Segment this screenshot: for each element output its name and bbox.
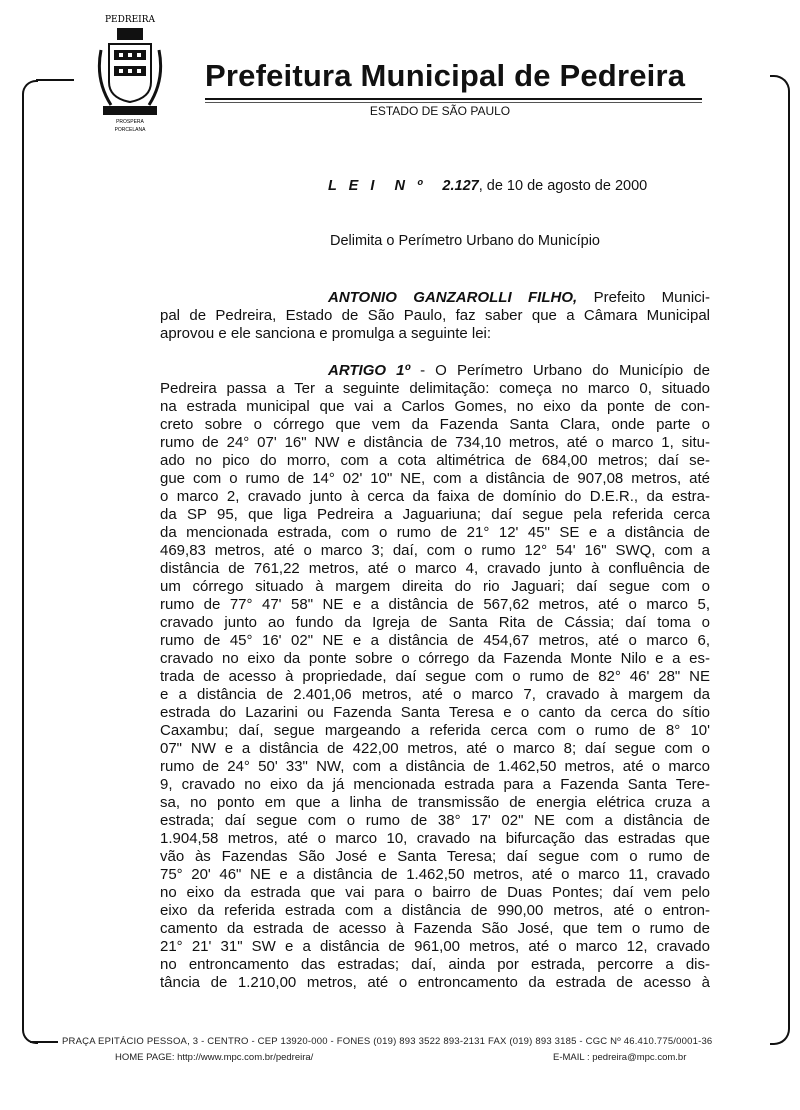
text-line: rumo de 24° 07' 16" NW e distância de 734,10 metros, até o marco 1, situ- [160, 434, 710, 451]
text-line: pal de Pedreira, Estado de São Paulo, faz saber que a Câmara Municipal [160, 307, 710, 324]
text-line: creto sobre o córrego que vem da Fazenda Santa Clara, onde parte o [160, 416, 710, 433]
article-first-line [328, 362, 710, 380]
text-line: o marco 2, cravado junto à cerca da faixa de domínio do D.E.R., da estra- [160, 488, 710, 505]
text-line: rumo de 45° 16' 02" NE e a distância de 454,67 metros, até o marco 6, [160, 632, 710, 649]
law-label: L E I [328, 178, 379, 194]
text-line: e a distância de 2.401,06 metros, até o marco 7, cravado à margem da [160, 686, 710, 703]
text-line: sa, no ponto em que a linha de transmissão de energia elétrica cruza a [160, 794, 710, 811]
article-text: - O Perímetro Urbano do Município de [409, 362, 710, 379]
svg-text:PORCELANA: PORCELANA [114, 127, 146, 133]
text-line: Caxambu; daí, segue margeando a referida cerca com o rumo de 8° 10' [160, 722, 710, 739]
text-line: da SP 95, que liga Pedreira a Jaguariuna; daí segue pela referida cerca [160, 506, 710, 523]
text-line: 469,83 metros, até o marco 3; daí, com o rumo 12° 54' 16" SWQ, com a [160, 542, 710, 559]
state-subtitle: ESTADO DE SÃO PAULO [369, 104, 511, 118]
text-line: estrada; daí segue com o rumo de 38° 17' 02" NE com a distância de [160, 812, 710, 829]
law-number-label: N º [394, 178, 427, 194]
text-line: cravado no eixo da ponte sobre o córrego da Fazenda Monte Nilo e a es- [160, 650, 710, 667]
text-line: rumo de 24° 50' 33" NW, com a distância de 1.462,50 metros, até o marco [160, 758, 710, 775]
law-subject: Delimita o Perímetro Urbano do Município [330, 233, 600, 249]
law-date: , de 10 de agosto de 2000 [478, 178, 648, 194]
svg-text:PROSPERA: PROSPERA [116, 119, 144, 125]
text-line: 1.904,58 metros, até o marco 10, cravado na bifurcação das estradas que [160, 830, 710, 847]
text-line: ado no pico do morro, com a cota altimétrica de 684,00 metros; daí se- [160, 452, 710, 469]
text-line: no entroncamento das estradas; daí, ainda por estrada, percorre a dis- [160, 956, 710, 973]
page-title: Prefeitura Municipal de Pedreira [205, 58, 686, 93]
text-line: um córrego situado à margem direita do rio Jaguari; daí segue com o [160, 578, 710, 595]
text-line: no eixo da estrada que vai para o bairro de Duas Pontes; daí vem pelo [160, 884, 710, 901]
text-line: trada de acesso à propriedade, daí segue com o rumo de 82° 46' 28" NE [160, 668, 710, 685]
text-line: gue com o rumo de 14° 02' 10" NE, com a distância de 907,08 metros, até [160, 470, 710, 487]
footer-email[interactable]: E-MAIL : pedreira@mpc.com.br [553, 1052, 687, 1063]
text-line: eixo da referida estrada com a distância de 990,00 metros, até o entron- [160, 902, 710, 919]
page-frame-left [22, 80, 38, 1044]
law-number: 2.127 [442, 178, 479, 194]
text-line: estrada do Lazarini ou Fazenda Santa Teresa e o canto da cerca do sítio [160, 704, 710, 721]
intro-text: Prefeito Munici- [577, 289, 710, 306]
text-line: 21° 21' 31" SW e a distância de 961,00 metros, até o marco 12, cravado [160, 938, 710, 955]
frame-dash [36, 79, 74, 81]
text-line: na estrada municipal que vai a Carlos Gomes, no eixo da ponte de con- [160, 398, 710, 415]
text-line: distância de 761,22 metros, até o marco 4, cravado junto à confluência de [160, 560, 710, 577]
intro-first-line [328, 289, 710, 307]
svg-text:PEDREIRA: PEDREIRA [104, 15, 156, 25]
footer-dash-left [30, 1041, 58, 1043]
text-line: 07" NW e a distância de 422,00 metros, até o marco 8; daí segue com o [160, 740, 710, 757]
title-underline [205, 98, 702, 100]
text-line: camento da estrada de acesso à Fazenda São José, que tem o rumo de [160, 920, 710, 937]
text-line: da mencionada estrada, com o rumo de 21° 12' 45" SE e a distância de [160, 524, 710, 541]
article-heading: ARTIGO 1º [328, 362, 410, 379]
footer-homepage[interactable]: HOME PAGE: http://www.mpc.com.br/pedreira/ [115, 1052, 314, 1063]
text-line: vão às Fazendas São José e Santa Teresa; daí segue com o rumo de [160, 848, 710, 865]
title-underline-thin [205, 102, 702, 103]
text-line: 9, cravado no eixo da já mencionada estrada para a Fazenda Santa Tere- [160, 776, 710, 793]
law-heading [328, 178, 647, 194]
text-line: Pedreira passa a Ter a seguinte delimitação: começa no marco 0, situado [160, 380, 710, 397]
text-line: 75° 20' 46" NE e a distância de 1.462,50 metros, até o marco 11, cravado [160, 866, 710, 883]
text-line: rumo de 77° 47' 58" NE e a distância de 567,62 metros, até o marco 5, [160, 596, 710, 613]
text-line: tância de 1.210,00 metros, até o entroncamento da estrada de acesso à [160, 974, 710, 991]
mayor-name: ANTONIO GANZAROLLI FILHO, [328, 289, 578, 306]
page-frame-right [770, 75, 790, 1045]
text-line: cravado junto ao fundo da Igreja de Santa Rita de Cássia; daí toma o [160, 614, 710, 631]
text-line: aprovou e ele sanciona e promulga a seguinte lei: [160, 325, 492, 342]
footer-address: PRAÇA EPITÁCIO PESSOA, 3 - CENTRO - CEP 13920-000 - FONES (019) 893 3522 893-2131 FAX (019) 893 3185 - CGC Nº 46.410.775/0001-36 [62, 1036, 713, 1047]
